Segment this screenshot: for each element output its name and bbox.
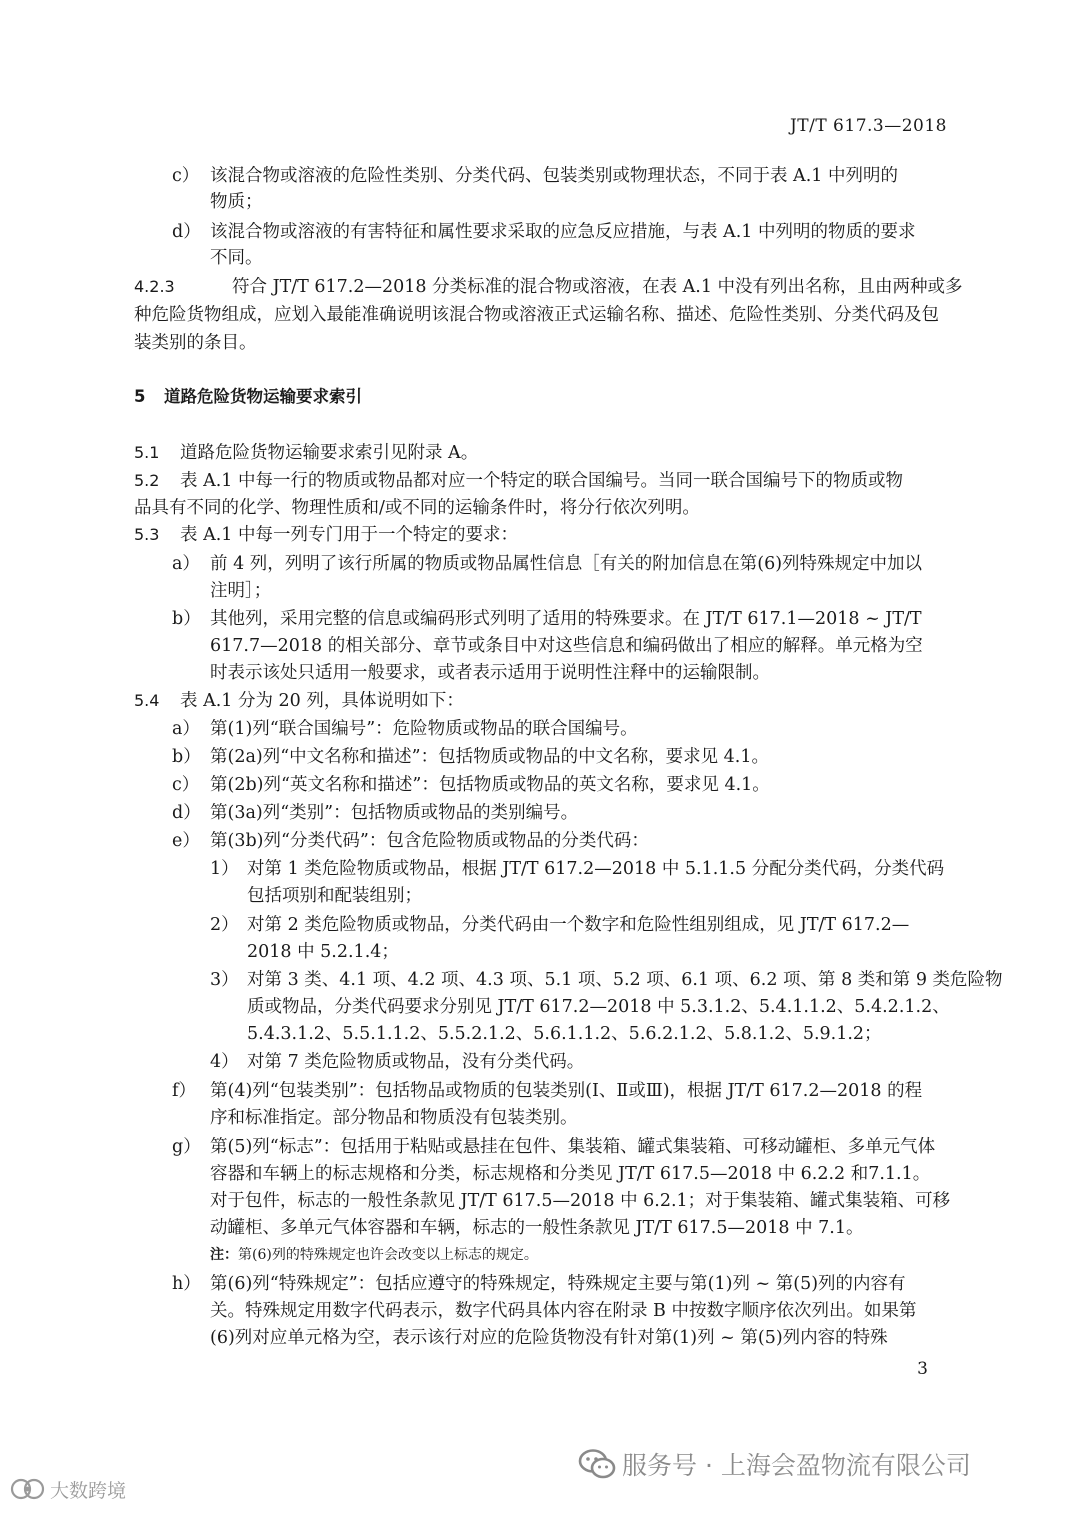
text-line: 第(4)列“包装类别”：包括物品或物质的包装类别(Ⅰ、Ⅱ或Ⅲ)，根据 JT/T 617.2—2018 的程	[210, 1081, 923, 1101]
text-line: 表 A.1 分为 20 列，具体说明如下：	[180, 691, 464, 711]
text-line: 对第 7 类危险物质或物品，没有分类代码。	[247, 1052, 585, 1072]
text-line: 质或物品，分类代码要求分别见 JT/T 617.2—2018 中 5.3.1.2、5.4.1.1.2、5.4.2.1.2、	[247, 997, 950, 1017]
list-marker: a）	[172, 554, 200, 574]
text-line: 动罐柜、多单元气体容器和车辆，标志的一般性条款见 JT/T 617.5—2018 中 7.1。	[210, 1218, 864, 1238]
circle-logo-icon	[10, 1474, 46, 1504]
list-marker: b）	[172, 609, 201, 629]
text-line: 第(6)列“特殊规定”：包括应遵守的特殊规定，特殊规定主要与第(1)列 ~ 第(5)列的内容有	[210, 1274, 906, 1294]
text-line: 其他列，采用完整的信息或编码形式列明了适用的特殊要求。在 JT/T 617.1—2018 ~ JT/T	[210, 609, 922, 629]
text-line: 第(3a)列“类别”：包括物质或物品的类别编号。	[210, 803, 579, 823]
sublist-marker: 4）	[210, 1052, 239, 1072]
text-line: 对第 1 类危险物质或物品，根据 JT/T 617.2—2018 中 5.1.1.5 分配分类代码，分类代码	[247, 859, 945, 879]
document-code: JT/T 617.3—2018	[789, 116, 947, 136]
note-label: 注：	[210, 1247, 238, 1263]
list-marker: f）	[172, 1081, 196, 1101]
text-line: 容器和车辆上的标志规格和分类，标志规格和分类见 JT/T 617.5—2018 中 6.2.2 和7.1.1。	[210, 1164, 931, 1184]
page-number: 3	[917, 1359, 928, 1379]
text-line: 前 4 列，列明了该行所属的物质或物品属性信息［有关的附加信息在第(6)列特殊规定中加以	[210, 554, 923, 574]
list-marker: d）	[172, 222, 201, 242]
text-line: 表 A.1 中每一列专门用于一个特定的要求：	[180, 525, 518, 545]
sublist-marker: 1）	[210, 859, 239, 879]
watermark-service-account	[578, 1446, 971, 1482]
text-line: 第(1)列“联合国编号”：危险物质或物品的联合国编号。	[210, 719, 638, 739]
clause-number: 5.2	[134, 471, 160, 490]
text-line: 该混合物或溶液的危险性类别、分类代码、包装类别或物理状态，不同于表 A.1 中列明的	[210, 166, 898, 186]
text-line: 种危险货物组成，应划入最能准确说明该混合物或溶液正式运输名称、描述、危险性类别、分类代码及包	[134, 305, 939, 325]
watermark-text: 服务号 · 上海会盈物流有限公司	[622, 1451, 971, 1480]
text-line: 符合 JT/T 617.2—2018 分类标准的混合物或溶液，在表 A.1 中没有列出名称，且由两种或多	[232, 277, 963, 297]
clause-number: 4.2.3	[134, 277, 175, 296]
text-line: (6)列对应单元格为空，表示该行对应的危险货物没有针对第(1)列 ~ 第(5)列内容的特殊	[210, 1328, 888, 1348]
section-title: 道路危险货物运输要求索引	[164, 387, 362, 406]
text-line: 2018 中 5.2.1.4；	[247, 942, 399, 962]
list-marker: h）	[172, 1274, 201, 1294]
clause-number: 5.3	[134, 525, 160, 544]
list-marker: b）	[172, 747, 201, 767]
text-line: 道路危险货物运输要求索引见附录 A。	[180, 443, 479, 463]
text-line: 注明］；	[210, 581, 272, 601]
note-text: 第(6)列的特殊规定也许会改变以上标志的规定。	[238, 1247, 538, 1263]
text-line: 包括项别和配装组别；	[247, 886, 422, 906]
list-marker: c）	[172, 166, 200, 186]
list-marker: g）	[172, 1137, 201, 1157]
list-marker: e）	[172, 831, 200, 851]
sublist-marker: 3）	[210, 970, 239, 990]
list-marker: a）	[172, 719, 200, 739]
watermark-text: 大数跨境	[50, 1479, 127, 1502]
watermark-brand	[10, 1474, 126, 1504]
text-line: 对第 2 类危险物质或物品，分类代码由一个数字和危险性组别组成，见 JT/T 617.2—	[247, 915, 910, 935]
section-number: 5	[134, 387, 146, 406]
text-line: 第(5)列“标志”：包括用于粘贴或悬挂在包件、集装箱、罐式集装箱、可移动罐柜、多单元气体	[210, 1137, 936, 1157]
note	[210, 1242, 538, 1268]
text-line: 第(2b)列“英文名称和描述”：包括物质或物品的英文名称，要求见 4.1。	[210, 775, 770, 795]
text-line: 5.4.3.1.2、5.5.1.1.2、5.5.2.1.2、5.6.1.1.2、5.6.2.1.2、5.8.1.2、5.9.1.2；	[247, 1024, 882, 1044]
list-marker: c）	[172, 775, 200, 795]
text-line: 对第 3 类、4.1 项、4.2 项、4.3 项、5.1 项、5.2 项、6.1 项、6.2 项、第 8 类和第 9 类危险物	[247, 970, 1003, 990]
text-line: 617.7—2018 的相关部分、章节或条目中对这些信息和编码做出了相应的解释。单元格为空	[210, 636, 923, 656]
text-line: 表 A.1 中每一行的物质或物品都对应一个特定的联合国编号。当同一联合国编号下的物质或物	[180, 471, 903, 491]
sublist-marker: 2）	[210, 915, 239, 935]
clause-number: 5.4	[134, 691, 160, 710]
text-line: 该混合物或溶液的有害特征和属性要求采取的应急反应措施，与表 A.1 中列明的物质的要求	[210, 222, 916, 242]
text-line: 物质；	[210, 192, 263, 212]
text-line: 序和标准指定。部分物品和物质没有包装类别。	[210, 1108, 578, 1128]
text-line: 不同。	[210, 248, 263, 268]
list-marker: d）	[172, 803, 201, 823]
clause-number: 5.1	[134, 443, 160, 462]
text-line: 品具有不同的化学、物理性质和/或不同的运输条件时，将分行依次列明。	[134, 498, 700, 518]
text-line: 关。特殊规定用数字代码表示，数字代码具体内容在附录 B 中按数字顺序依次列出。如果第	[210, 1301, 917, 1321]
text-line: 对于包件，标志的一般性条款见 JT/T 617.5—2018 中 6.2.1；对于集装箱、罐式集装箱、可移	[210, 1191, 951, 1211]
text-line: 第(2a)列“中文名称和描述”：包括物质或物品的中文名称，要求见 4.1。	[210, 747, 770, 767]
text-line: 装类别的条目。	[134, 333, 257, 353]
text-line: 第(3b)列“分类代码”：包含危险物质或物品的分类代码：	[210, 831, 649, 851]
text-line: 时表示该处只适用一般要求，或者表示适用于说明性注释中的运输限制。	[210, 663, 770, 683]
wechat-icon	[578, 1448, 616, 1480]
